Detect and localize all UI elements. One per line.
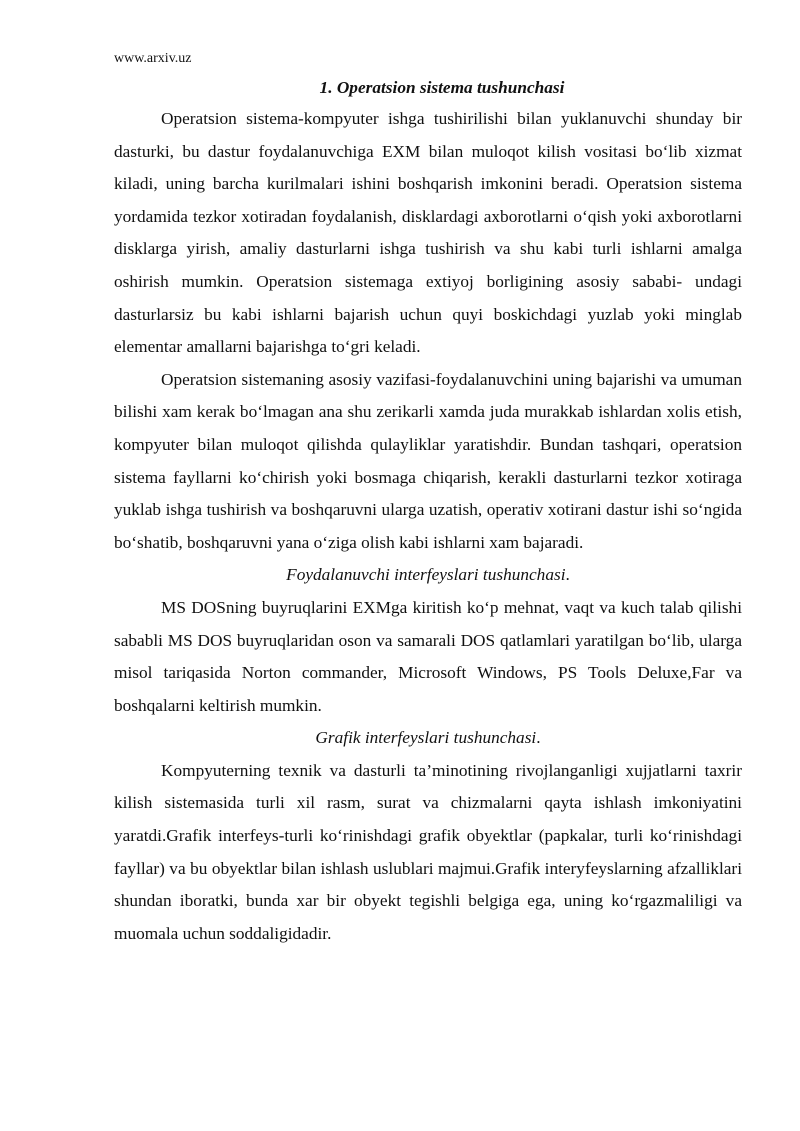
graphic-interfaces-title-suffix: . (536, 728, 541, 748)
document-body (114, 76, 742, 950)
graphic-interfaces-title: Grafik interfeyslari tushunchasi (315, 728, 537, 748)
paragraph-os-definition: Operatsion sistema-kompyuter ishga tushirilishi bilan yuklanuvchi shunday bir dasturki, bu dastur foydalanuvchiga EXM bilan muloqot kilish vositasi bo‘lib xizmat kiladi, uning barcha kurilmalari ishini boshqarish imkonini beradi. Operatsion sistema yordamida tezkor xotiradan foydalanish, disklardagi axborotlarni o‘qish yoki axborotlarni disklarga yirish, amaliy dasturlarni ishga tushirish va shu kabi turli ishlarni amalga oshirish mumkin. Operatsion sistemaga extiyoj borligining asosiy sababi- undagi dasturlarsiz bu kabi ishlarni bajarish uchun quyi boskichdagi yuzlab yoki minglab elementar amallarni bajarishga to‘gri keladi. (114, 109, 742, 357)
user-interfaces-title: Foydalanuvchi interfeyslari tushunchasi (286, 565, 566, 585)
section-title: 1. Operatsion sistema tushunchasi (319, 78, 565, 97)
graphic-interfaces-heading (114, 722, 742, 755)
user-interfaces-title-suffix: . (565, 565, 570, 585)
site-url: www.arxiv.uz (114, 51, 192, 66)
paragraph-user-interfaces: MS DOSning buyruqlarini EXMga kiritish ko‘p mehnat, vaqt va kuch talab qilishi sababli MS DOS buyruqlaridan oson va samarali DOS qatlamlari yaratilgan bo‘lib, ularga misol tariqasida Norton commander, Microsoft Windows, PS Tools Deluxe,Far va boshqalarni keltirish mumkin. (114, 597, 742, 715)
user-interfaces-heading (114, 559, 742, 592)
paragraph-os-purpose: Operatsion sistemaning asosiy vazifasi-foydalanuvchini uning bajarishi va umuman bilishi xam kerak bo‘lmagan ana shu zerikarli xamda juda murakkab ishlardan xolis etish, kompyuter bilan muloqot qilishda qulayliklar yaratishdir. Bundan tashqari, operatsion sistema fayllarni ko‘chirish yoki bosmaga chiqarish, kerakli dasturlarni tezkor xotiraga yuklab ishga tushirish va boshqaruvni ularga uzatish, operativ xotirani dastur ishi so‘ngida bo‘shatib, boshqaruvni yana o‘ziga olish kabi ishlarni xam bajaradi. (114, 369, 742, 552)
paragraph-graphic-interfaces: Kompyuterning texnik va dasturli ta’minotining rivojlanganligi xujjatlarni taxrir kilish sistemasida turli xil rasm, surat va chizmalarni qayta ishlash imkoniyatini yaratdi.Grafik interfeys-turli ko‘rinishdagi grafik obyektlar (papkalar, turli ko‘rinishdagi fayllar) va bu obyektlar bilan ishlash uslublari majmui.Grafik interyfeyslarning afzalliklari shundan iboratki, bunda xar bir obyekt tegishli belgiga ega, uning ko‘rgazmaliligi va muomala uchun soddaligidadir. (114, 760, 742, 943)
